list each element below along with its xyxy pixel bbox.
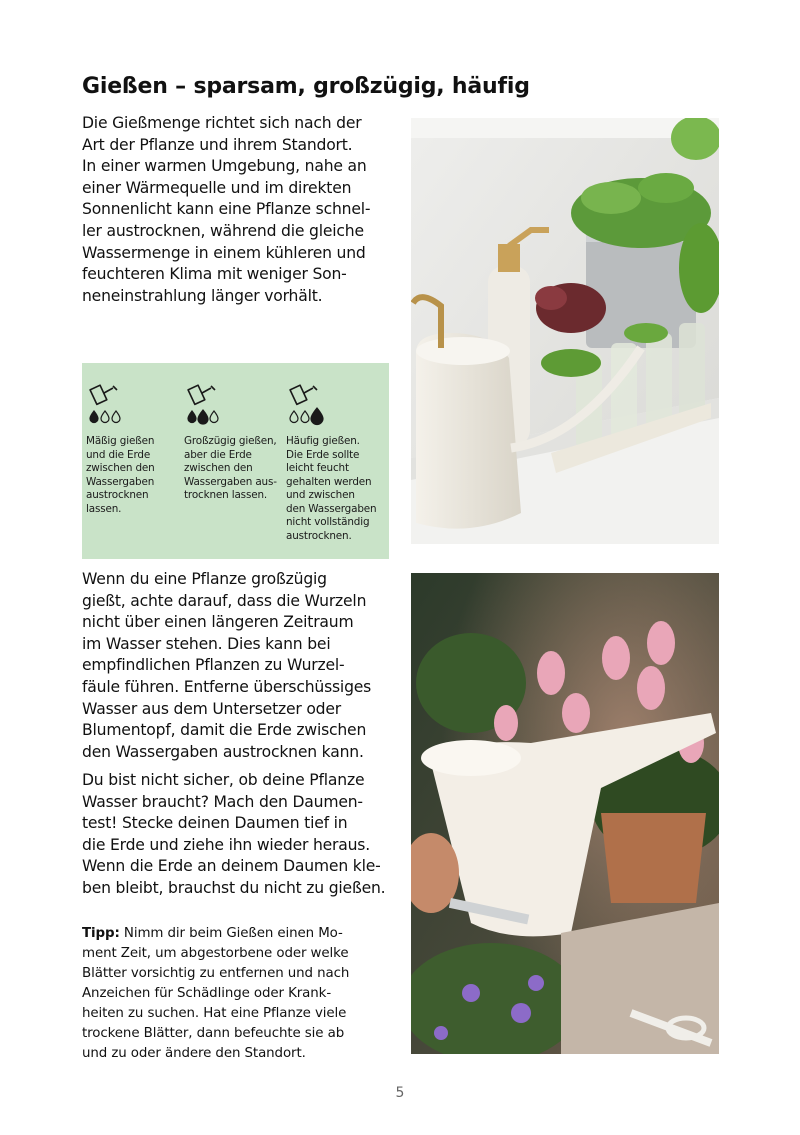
watering-guide-item-generous xyxy=(184,383,284,503)
page-number: 5 xyxy=(395,1085,405,1101)
tip-text: Nimm dir beim Gießen einen Mo- ment Zeit, um abgestorbene oder welke Blätter vorsichtig zu entfernen und nach Anzeichen für Schädlinge oder Krank- heiten zu suchen. Hat eine Pflanze viele trockene Blätter, dann befeuchte sie ab und zu oder ändere den Standort. xyxy=(82,926,350,1061)
photo-cyclamen-with-watering-can xyxy=(411,573,719,1054)
watering-can-two-drops-icon xyxy=(184,383,228,427)
watering-guide-item-frequent xyxy=(286,383,386,543)
tip-label: Tipp: xyxy=(82,926,120,941)
generous-watering-paragraph: Wenn du eine Pflanze großzügig gießt, achte darauf, dass die Wurzeln nicht über einen längeren Zeitraum im Wasser stehen. Dies kann bei empfindlichen Pflanzen zu Wurzel- fäule führen. Entferne überschüssiges Wasser aus dem Untersetzer oder Blumentopf, damit die Erde zwischen den Wassergaben austrocknen kann. xyxy=(82,570,372,761)
watering-can-one-drop-icon xyxy=(86,383,130,427)
photo-plants-with-watering-can xyxy=(411,118,719,544)
tip-paragraph xyxy=(82,924,382,1064)
watering-guide-box xyxy=(82,363,389,559)
intro-paragraph: Die Gießmenge richtet sich nach der Art der Pflanze und ihrem Standort. In einer warmen Umgebung, nahe an einer Wärmequelle und im direkten Sonnenlicht kann eine Pflanze schnel- ler austrocknen, während die gleiche Wassermenge in einem kühleren und feuchteren Klima mit weniger Son- neneinstrahlung länger vorhält. xyxy=(82,114,371,305)
thumb-test-paragraph: Du bist nicht sicher, ob deine Pflanze Wasser braucht? Mach den Daumen- test! Stecke deinen Daumen tief in die Erde und ziehe ihn wieder heraus. Wenn die Erde an deinem Daumen kle- ben bleibt, brauchst du nicht zu gießen. xyxy=(82,771,386,897)
watering-guide-text: Großzügig gießen, aber die Erde zwischen den Wassergaben aus- trocknen lassen. xyxy=(184,435,277,501)
watering-guide-text: Häufig gießen. Die Erde sollte leicht feucht gehalten werden und zwischen den Wassergaben nicht vollständig austrocknen. xyxy=(286,435,377,542)
watering-can-three-drops-icon xyxy=(286,383,330,427)
watering-guide-text: Mäßig gießen und die Erde zwischen den Wassergaben austrocknen lassen. xyxy=(86,435,155,515)
watering-guide-item-moderate xyxy=(86,383,186,516)
page-heading: Gießen – sparsam, großzügig, häufig xyxy=(82,74,530,99)
